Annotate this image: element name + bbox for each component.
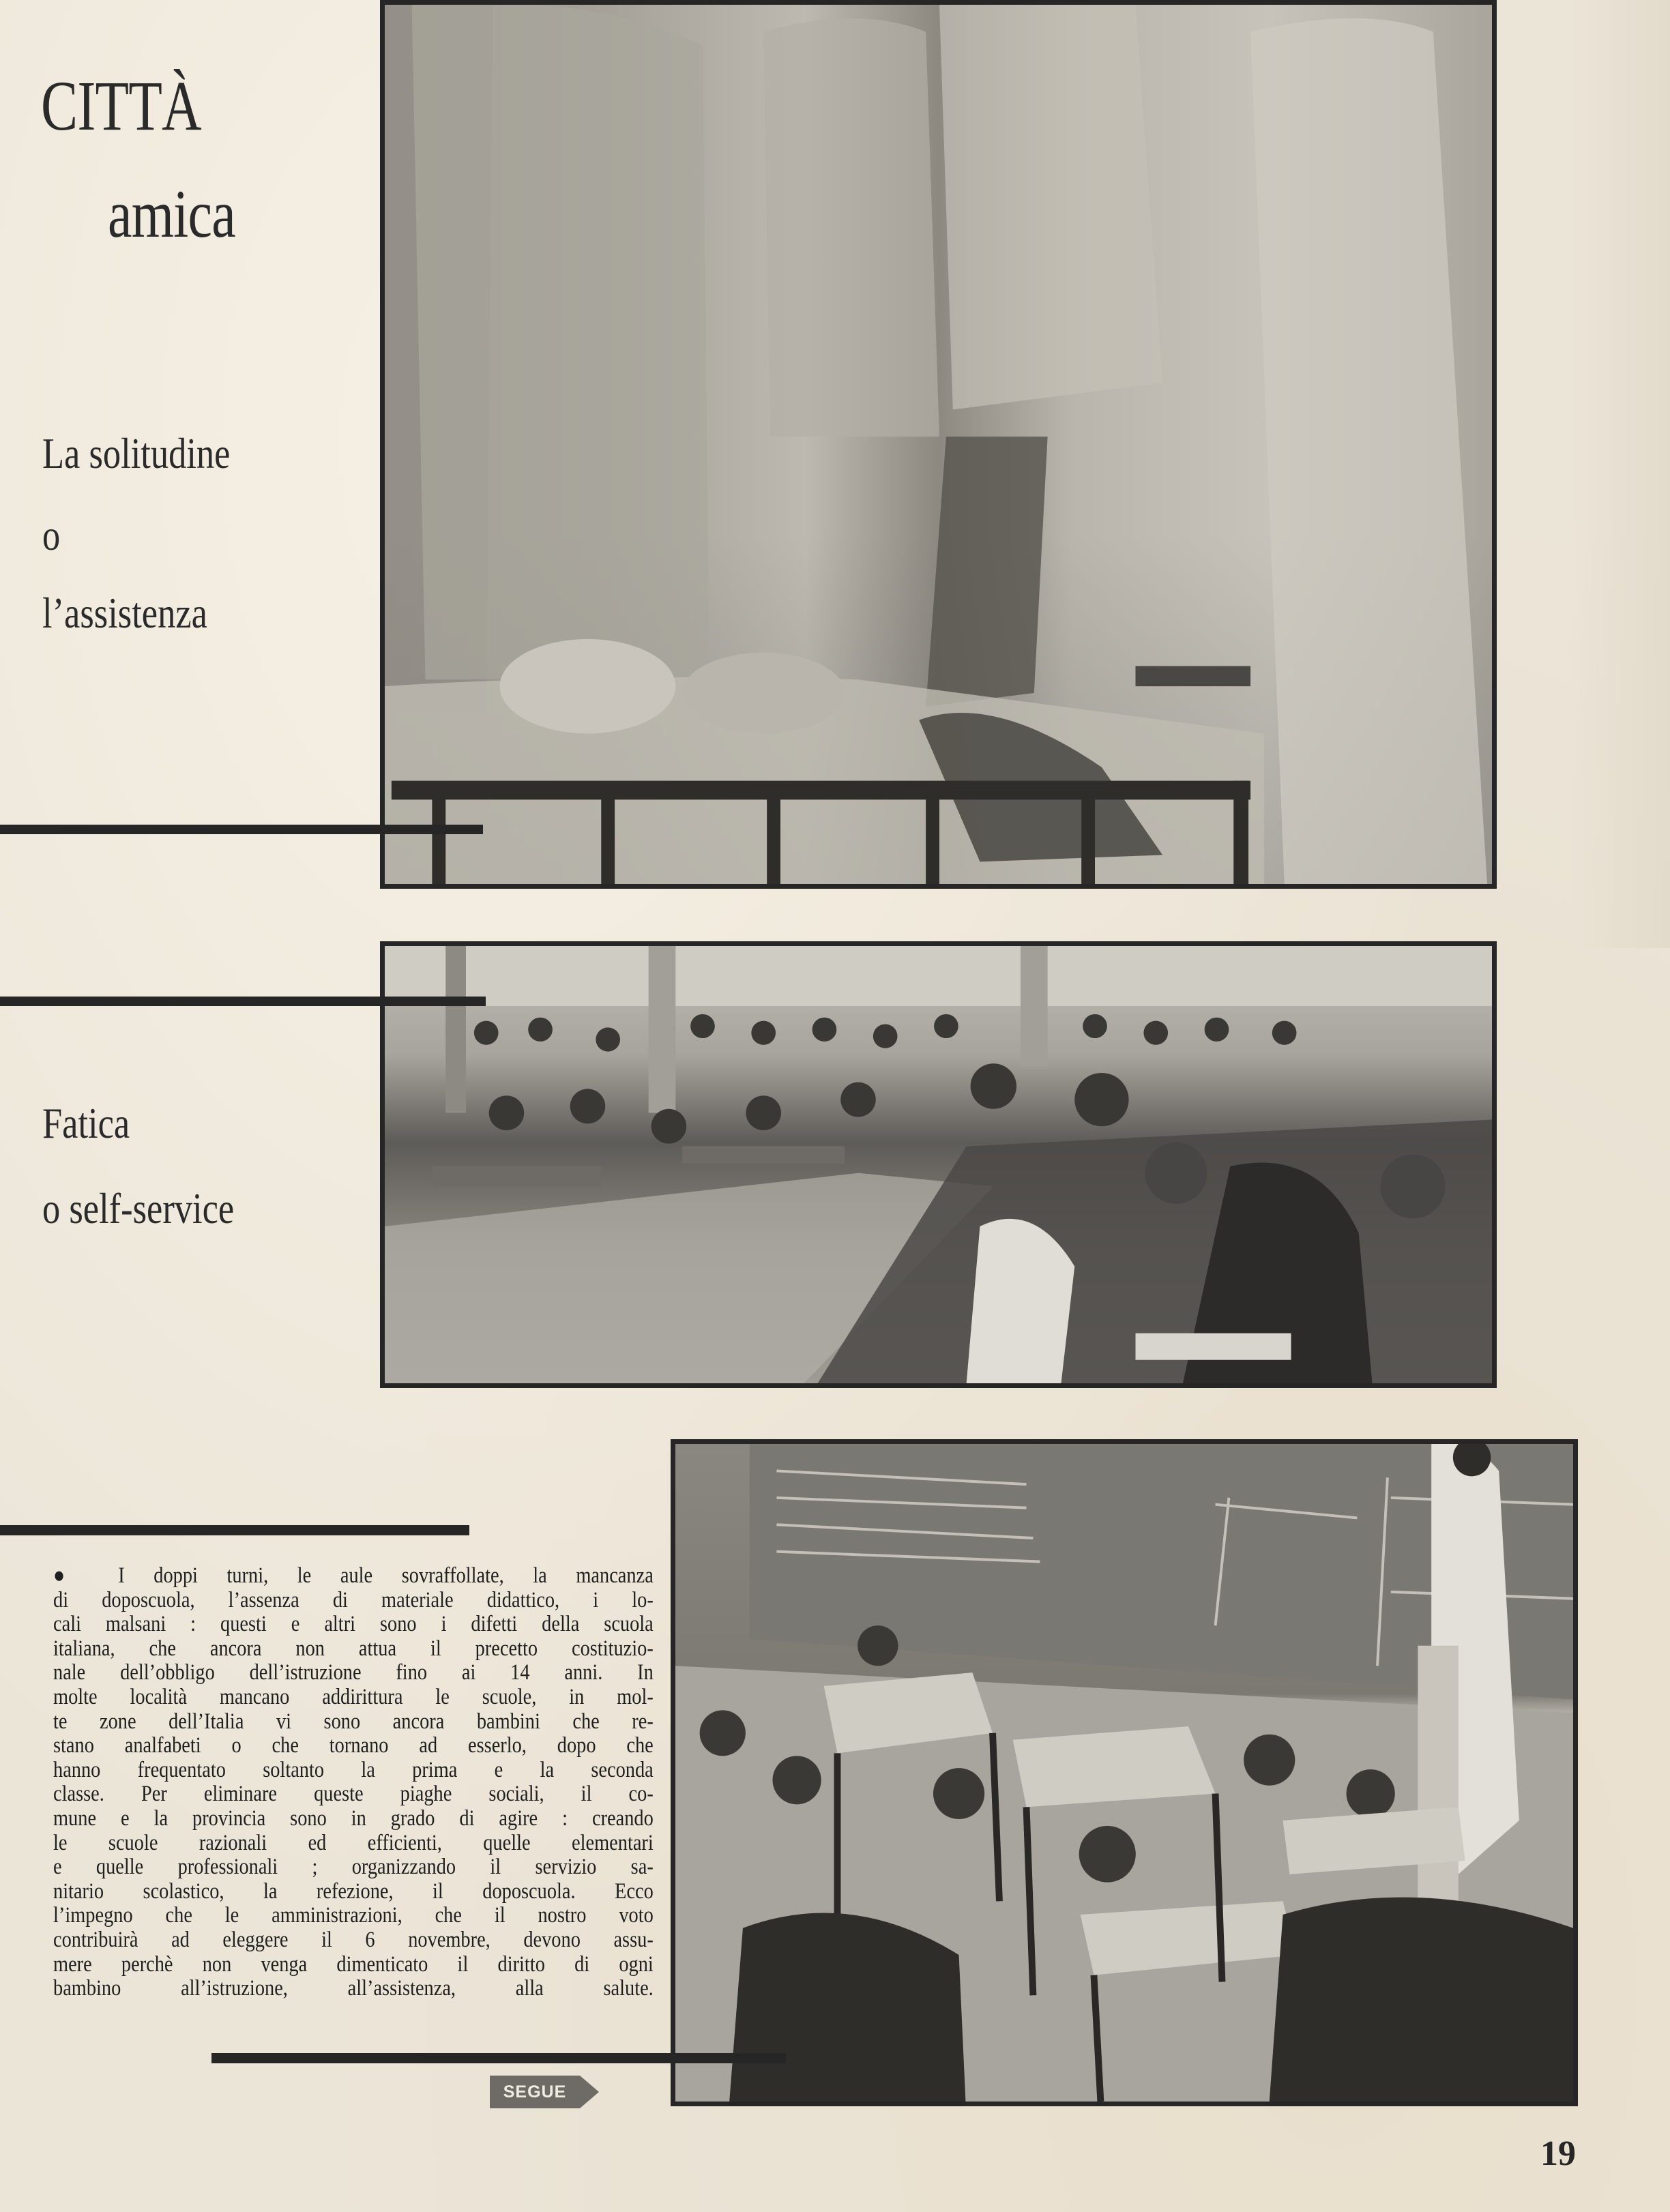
continue-label: SEGUE xyxy=(490,2076,580,2108)
body-line: classe. Per eliminare queste piaghe sociali, il co- xyxy=(53,1782,654,1807)
continue-tag[interactable] xyxy=(490,2076,600,2108)
photo-classroom xyxy=(671,1439,1578,2106)
body-line: mune e la provincia sono in grado di agire : creando xyxy=(53,1805,654,1831)
section-1-caption-line-3: l’assistenza xyxy=(42,589,207,637)
divider-rule xyxy=(0,1525,469,1535)
photo-canteen-drawing xyxy=(385,946,1492,1383)
page-edge-shading xyxy=(1569,0,1670,948)
arrow-right-icon xyxy=(580,2076,599,2108)
section-1-caption-line-1: La solitudine xyxy=(42,429,231,477)
divider-rule xyxy=(0,825,483,834)
article-body xyxy=(53,1564,654,2001)
body-line: hanno frequentato soltanto la prima e la seconda xyxy=(53,1757,654,1782)
body-line: cali malsani : questi e altri sono i difetti della scuola xyxy=(53,1612,654,1637)
body-line: le scuole razionali ed efficienti, quelle elementari xyxy=(53,1830,654,1855)
body-line: bambino all’istruzione, all’assistenza, alla salute. xyxy=(53,1976,654,2001)
divider-rule xyxy=(211,2053,786,2063)
section-1-caption-line-2: o xyxy=(42,511,61,559)
divider-rule xyxy=(0,997,486,1006)
body-line: te zone dell’Italia vi sono ancora bambini che re- xyxy=(53,1709,654,1734)
body-line: ● I doppi turni, le aule sovraffollate, la mancanza xyxy=(53,1563,654,1588)
bullet-icon: ● xyxy=(53,1563,89,1588)
photo-hospital-bed-drawing xyxy=(385,5,1492,884)
body-line: molte località mancano addirittura le scuole, in mol- xyxy=(53,1684,654,1709)
body-line: contribuirà ad eleggere il 6 novembre, devono assu- xyxy=(53,1927,654,1952)
photo-hospital-bed xyxy=(380,0,1497,889)
body-line: nale dell’obbligo dell’istruzione fino ai 14 anni. In xyxy=(53,1660,654,1685)
body-line: l’impegno che le amministrazioni, che il nostro voto xyxy=(53,1903,654,1928)
photo-classroom-drawing xyxy=(675,1444,1573,2102)
body-line: di doposcuola, l’assenza di materiale didattico, i lo- xyxy=(53,1587,654,1612)
body-line: nitario scolastico, la refezione, il doposcuola. Ecco xyxy=(53,1878,654,1904)
body-line: italiana, che ancora non attua il precetto costituzio- xyxy=(53,1636,654,1661)
section-2-caption-line-1: Fatica xyxy=(42,1099,130,1147)
headline-line-1: CITTÀ xyxy=(41,67,201,145)
body-line: e quelle professionali ; organizzando il servizio sa- xyxy=(53,1855,654,1880)
body-line: stano analfabeti o che tornano ad esserlo, dopo che xyxy=(53,1733,654,1758)
section-2-caption-line-2: o self-service xyxy=(42,1184,235,1233)
headline-line-2: amica xyxy=(108,176,235,252)
photo-self-service-canteen xyxy=(380,941,1497,1388)
body-line: mere perchè non venga dimenticato il diritto di ogni xyxy=(53,1951,654,1977)
page-number: 19 xyxy=(1540,2134,1576,2173)
